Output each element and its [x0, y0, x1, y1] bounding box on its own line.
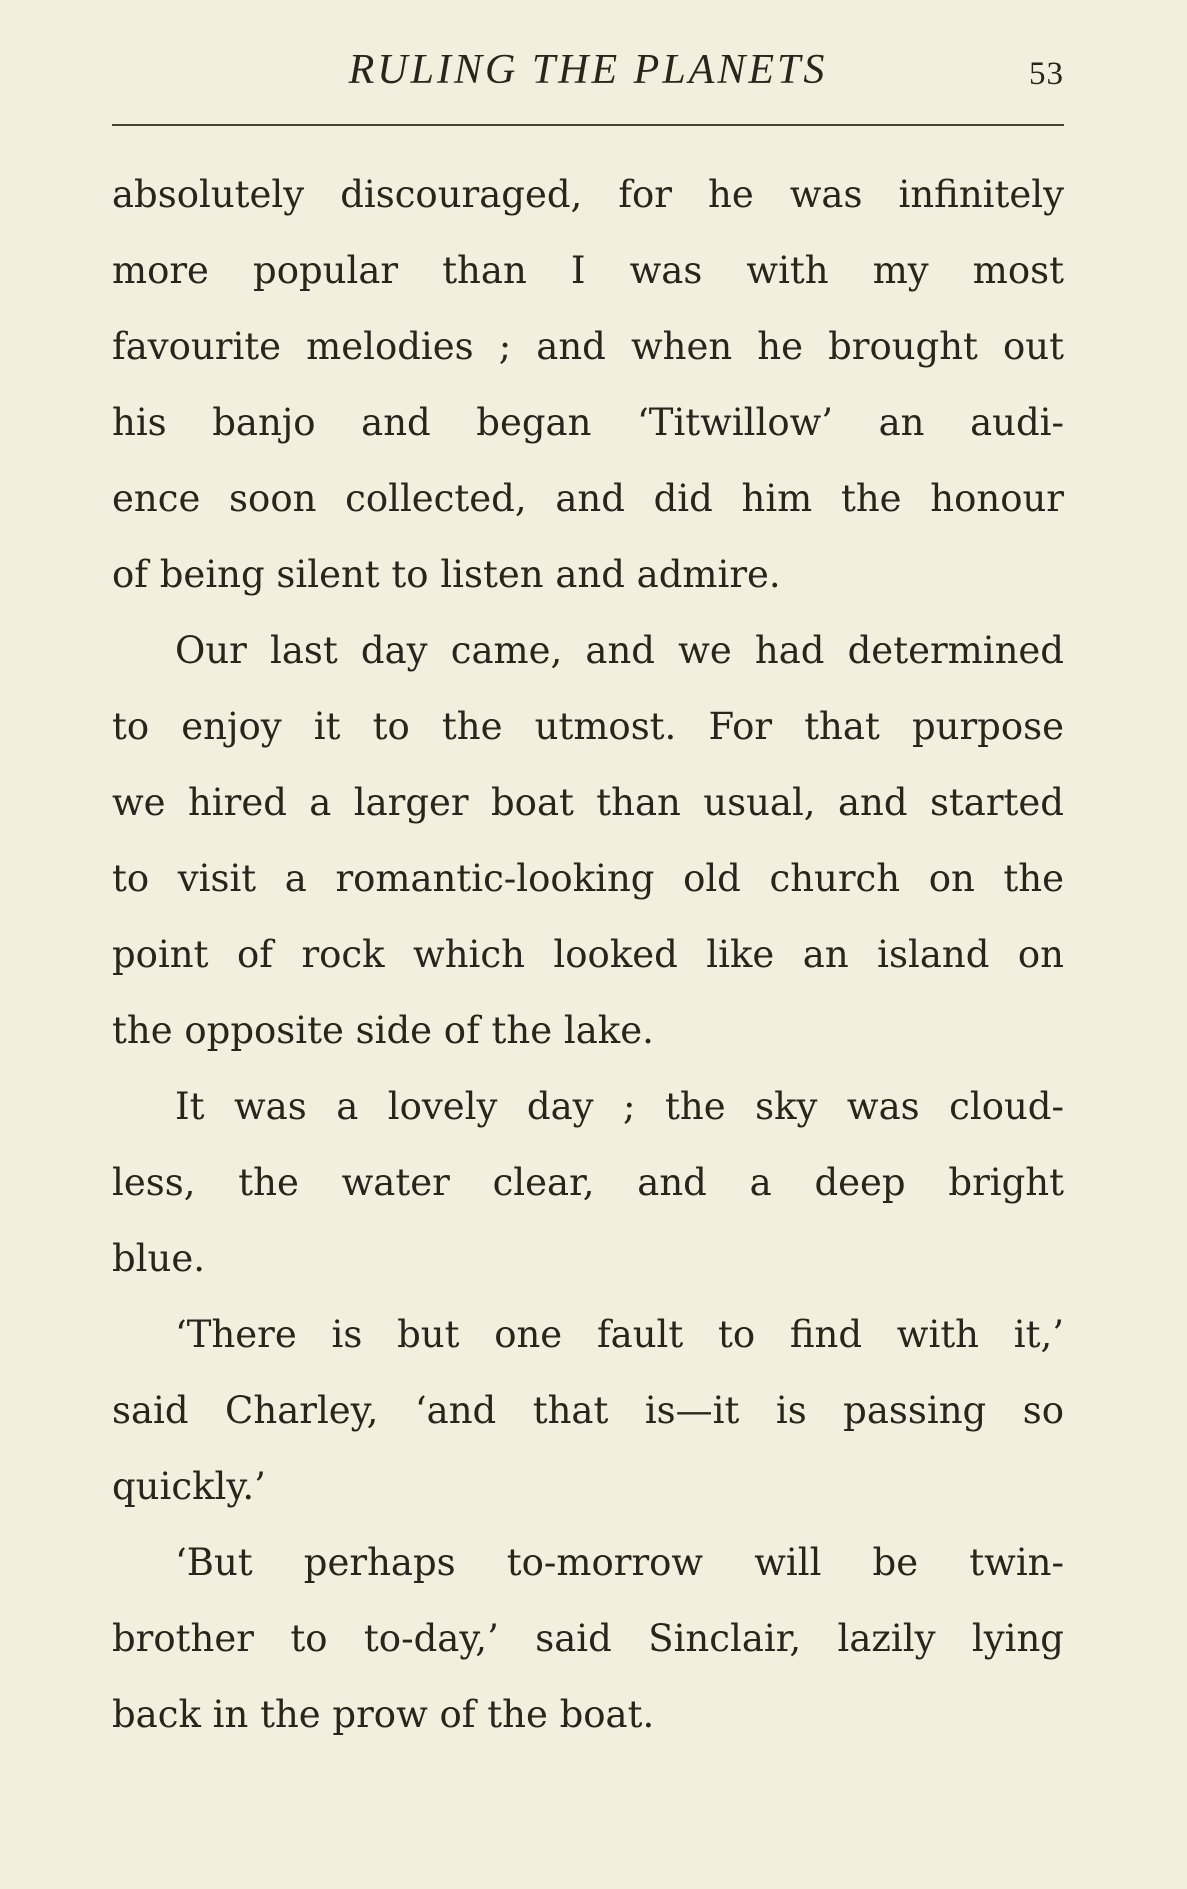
text-line: more popular than I was with my most — [112, 249, 1064, 292]
header-rule — [112, 124, 1064, 126]
text-line: blue. — [112, 1237, 206, 1280]
text-line: his banjo and began ‘Titwillow’ an audi- — [112, 401, 1064, 444]
text-line: to enjoy it to the utmost. For that purpose — [112, 705, 1064, 748]
text-line: favourite melodies ; and when he brought out — [112, 325, 1064, 368]
text-line: quickly.’ — [112, 1465, 266, 1508]
text-line: Our last day came, and we had determined — [175, 629, 1064, 672]
page-number: 53 — [1029, 56, 1064, 92]
text-line: back in the prow of the boat. — [112, 1693, 655, 1736]
text-line: the opposite side of the lake. — [112, 1009, 654, 1052]
text-line: to visit a romantic-looking old church on the — [112, 857, 1064, 900]
text-line: less, the water clear, and a deep bright — [112, 1161, 1064, 1204]
text-line: said Charley, ‘and that is—it is passing so — [112, 1389, 1064, 1432]
text-line: It was a lovely day ; the sky was cloud- — [175, 1085, 1064, 1128]
running-title: RULING THE PLANETS — [348, 47, 828, 93]
text-line: ‘There is but one fault to find with it,’ — [175, 1313, 1064, 1356]
body-text — [112, 157, 1064, 1753]
text-line: ‘But perhaps to-morrow will be twin- — [175, 1541, 1064, 1584]
text-line: point of rock which looked like an island on — [112, 933, 1064, 976]
text-line: we hired a larger boat than usual, and started — [112, 781, 1064, 824]
text-line: absolutely discouraged, for he was infinitely — [112, 173, 1064, 216]
page-header — [112, 48, 1064, 92]
text-line: brother to to-day,’ said Sinclair, lazily lying — [112, 1617, 1064, 1660]
text-line: ence soon collected, and did him the honour — [112, 477, 1064, 520]
text-line: of being silent to listen and admire. — [112, 553, 781, 596]
